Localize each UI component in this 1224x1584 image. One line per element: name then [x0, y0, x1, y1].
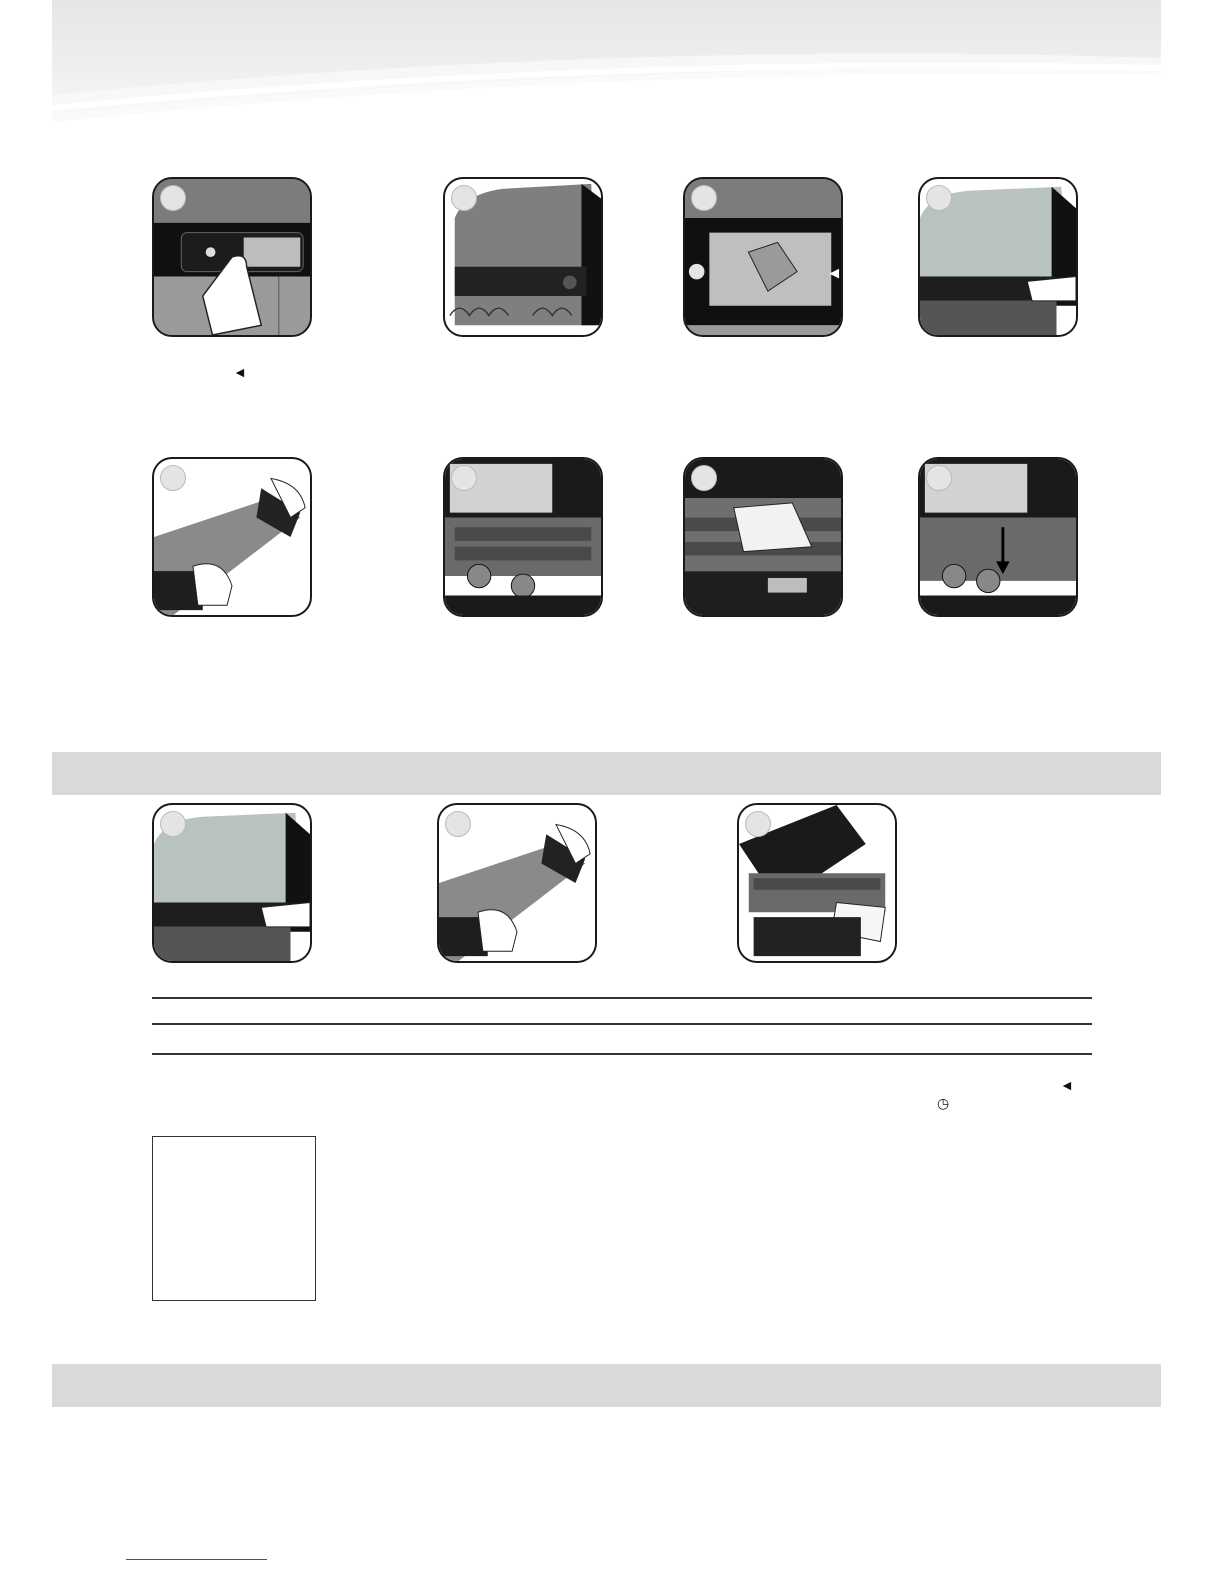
step-number-badge	[926, 185, 952, 211]
timer-icon: ◷	[937, 1095, 950, 1111]
step-number-badge	[160, 811, 186, 837]
step-number-badge	[451, 465, 477, 491]
jam-step-panel-3	[737, 803, 897, 963]
table-rule-top	[152, 997, 1092, 999]
unjam-icon: ◄	[233, 364, 247, 380]
step-panel-5	[152, 457, 312, 617]
jam-step-panel-2	[437, 803, 597, 963]
table-rule-bottom	[152, 1053, 1092, 1055]
note-box	[152, 1136, 316, 1301]
unjam-icon: ◄	[1060, 1077, 1074, 1093]
table-rule-middle	[152, 1023, 1092, 1025]
step-number-badge	[745, 811, 771, 837]
section-band-bottom	[52, 1364, 1161, 1407]
step-number-badge	[160, 185, 186, 211]
step-number-badge	[445, 811, 471, 837]
step-panel-8	[918, 457, 1078, 617]
jam-step-panel-1	[152, 803, 312, 963]
step-number-badge	[691, 185, 717, 211]
step-number-badge	[451, 185, 477, 211]
step-panel-1	[152, 177, 312, 337]
step-panel-3	[683, 177, 843, 337]
step-number-badge	[691, 465, 717, 491]
step-panel-7	[683, 457, 843, 617]
step-panel-6	[443, 457, 603, 617]
step-panel-4	[918, 177, 1078, 337]
step-number-badge	[160, 465, 186, 491]
step-number-badge	[926, 465, 952, 491]
header-band	[52, 0, 1161, 130]
step-panel-2	[443, 177, 603, 337]
footer-link-underline[interactable]	[126, 1559, 267, 1560]
section-band-jam	[52, 752, 1161, 795]
